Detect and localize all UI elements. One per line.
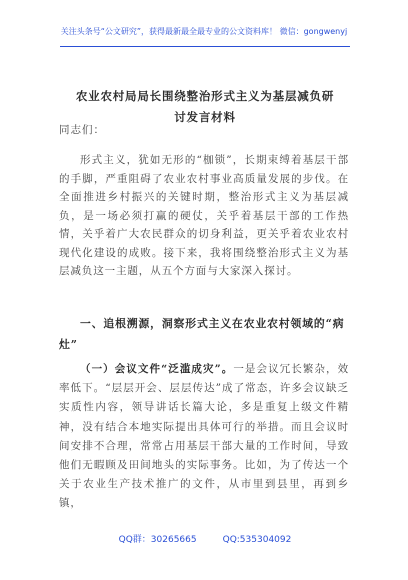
footer-contacts bbox=[60, 534, 350, 546]
intro-paragraph: 形式主义，犹如无形的“枷锁”，长期束缚着基层干部的手脚，严重阻碍了农业农村事业高质量发展的步伐。在全面推进乡村振兴的关键时期，整治形式主义为基层减负，是一场必须打赢的硬仗，关乎着基层干部的工作热情，关乎着广大农民群众的切身利益，更关乎着农业农村现代化建设的成败。接下来，我将围绕整治形式主义为基层减负这一主题，从五个方面与大家深入探讨。 bbox=[59, 154, 349, 277]
header-divider bbox=[60, 46, 350, 47]
subsection-text: 一是会议冗长繁杂，效率低下。“层层开会、层层传达”成了常态，许多会议缺乏实质性内容，领导讲话长篇大论，多是重复上级文件精神，没有结合本地实际提出具体可行的举措。而且会议时间安排不合理，常常占用基层干部大量的工作时间，导致他们无暇顾及田间地头的实际事务。比如，为了传达一个关于农业生产技术推广的文件，从市里到县里，再到乡镇， bbox=[59, 363, 349, 510]
subsection-lead: （一）会议文件“泛滥成灾”。 bbox=[80, 363, 234, 375]
salutation: 同志们： bbox=[59, 124, 105, 136]
footer-qq: QQ:535304092 bbox=[222, 535, 292, 545]
section-heading: 一、追根溯源，洞察形式主义在农业农村领域的“病灶” bbox=[59, 317, 345, 351]
subsection-paragraph bbox=[59, 360, 349, 514]
header-banner: 关注头条号“公文研究”，获得最新最全最专业的公文资料库！ 微信：gongwenyj bbox=[60, 27, 348, 36]
footer-qq-group: QQ群：30265665 bbox=[118, 535, 197, 545]
document-title: 农业农村局局长围绕整治形式主义为基层减负研讨发言材料 bbox=[75, 88, 335, 124]
